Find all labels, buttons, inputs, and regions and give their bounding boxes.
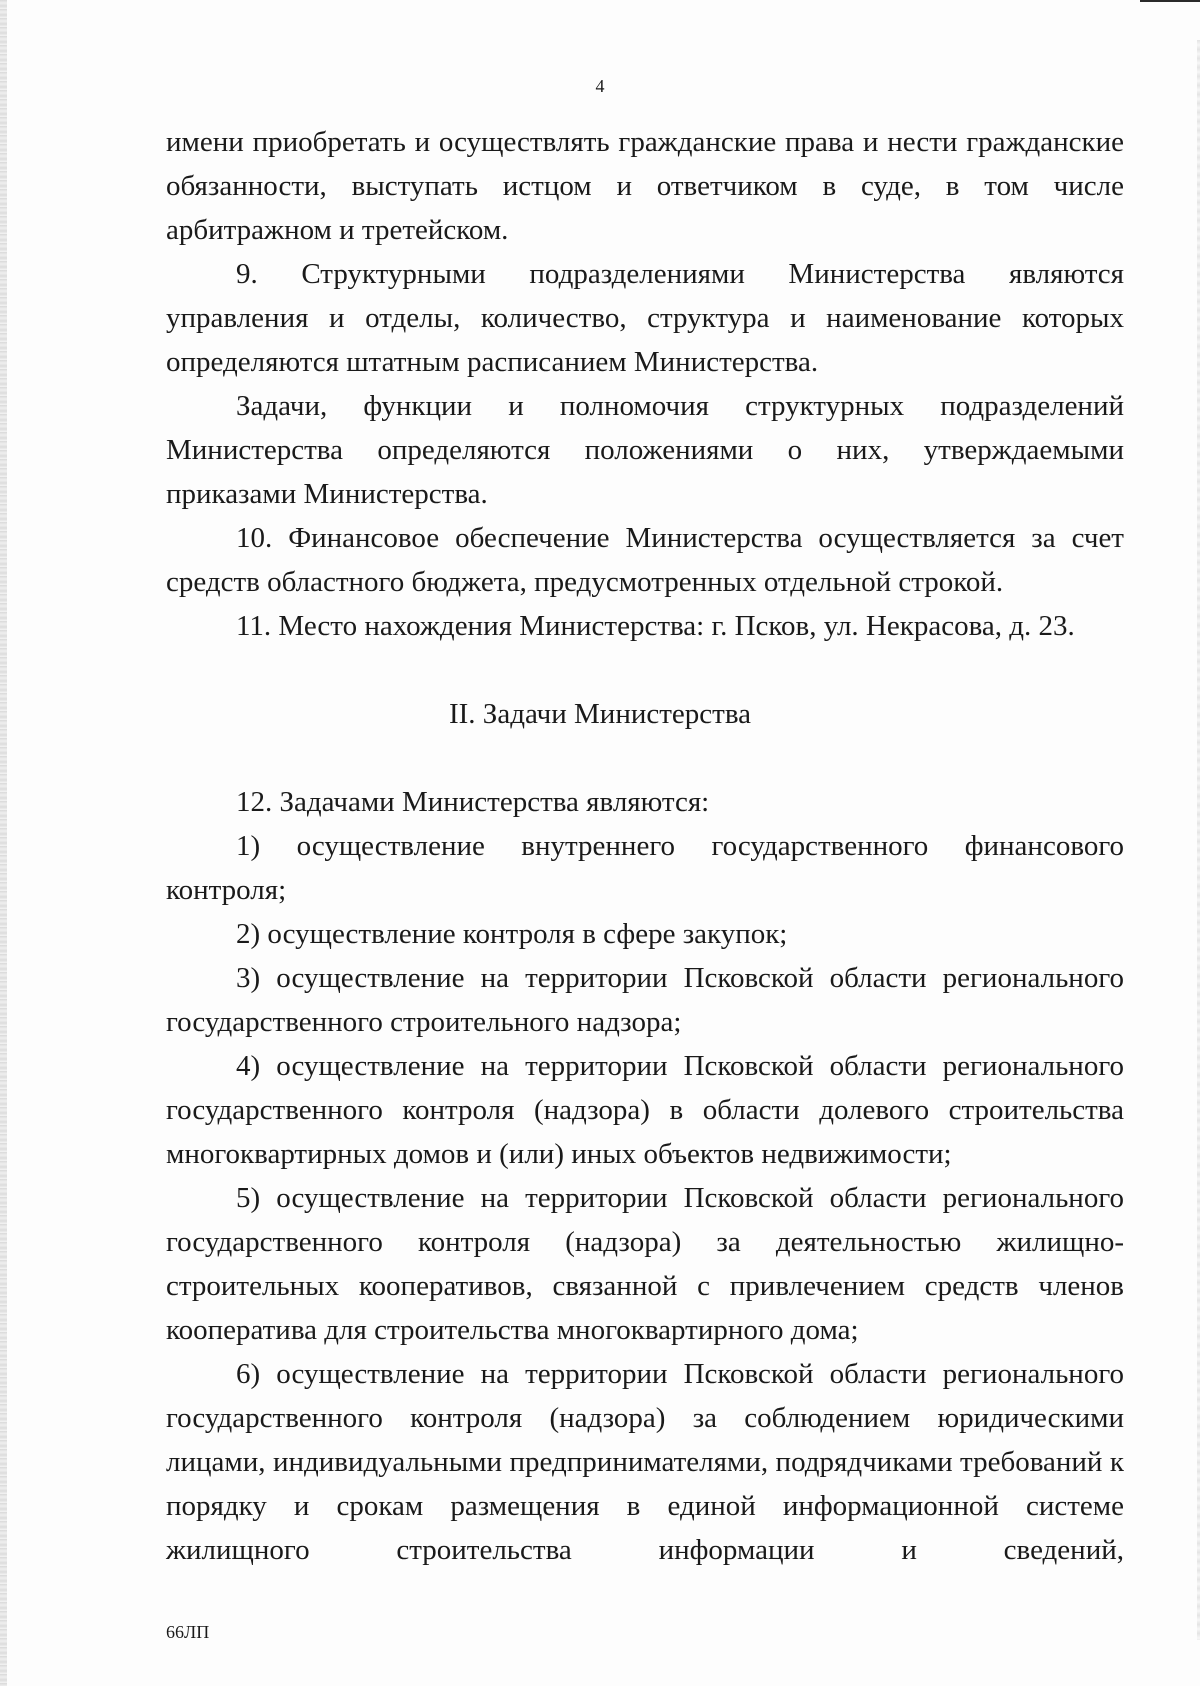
footer-document-code: 66ЛП <box>166 1622 210 1642</box>
list-item-2: 2) осуществление контроля в сфере закупок; <box>236 918 788 950</box>
list-item-1: 1) осуществление внутреннего государственного финансового контроля; <box>166 830 1124 906</box>
top-rule-mark <box>1140 0 1200 2</box>
page-number: 4 <box>595 76 605 96</box>
scan-edge-left <box>0 0 7 1686</box>
paragraph-continuation: имени приобретать и осуществлять гражданские права и нести гражданские обязанности, выступать истцом и ответчиком в суде, в том числе арбитражном и третейском. <box>166 126 1124 246</box>
paragraph-item-11: 11. Место нахождения Министерства: г. Псков, ул. Некрасова, д. 23. <box>236 610 1075 642</box>
section-heading: II. Задачи Министерства <box>448 698 752 730</box>
list-item-6: 6) осуществление на территории Псковской области регионального государственного контроля (надзора) за соблюдением юридическими лицами, индивидуальными предпринимателями, подрядчиками требований к порядку и срокам размещения в единой информационной системе жилищного строительства информации и сведений, <box>166 1358 1124 1566</box>
list-item-4: 4) осуществление на территории Псковской области регионального государственного контроля (надзора) в области долевого строительства многоквартирных домов и (или) иных объектов недвижимости; <box>166 1050 1124 1170</box>
paragraph-item-12: 12. Задачами Министерства являются: <box>236 786 710 818</box>
list-item-5: 5) осуществление на территории Псковской области регионального государственного контроля (надзора) за деятельностью жилищно-строительных кооперативов, связанной с привлечением средств членов кооператива для строительства многоквартирного дома; <box>166 1182 1124 1346</box>
paragraph-item-9: 9. Структурными подразделениями Министерства являются управления и отделы, количество, структура и наименование которых определяются штатным расписанием Министерства. <box>166 258 1124 378</box>
list-item-3: 3) осуществление на территории Псковской области регионального государственного строительного надзора; <box>166 962 1124 1038</box>
paragraph-item-10: 10. Финансовое обеспечение Министерства осуществляется за счет средств областного бюджета, предусмотренных отдельной строкой. <box>166 522 1124 598</box>
paragraph-tasks-functions: Задачи, функции и полномочия структурных подразделений Министерства определяются положениями о них, утверждаемыми приказами Министерства. <box>166 390 1124 510</box>
body-text-bottom <box>166 780 1124 1572</box>
body-text-top <box>166 120 1124 648</box>
